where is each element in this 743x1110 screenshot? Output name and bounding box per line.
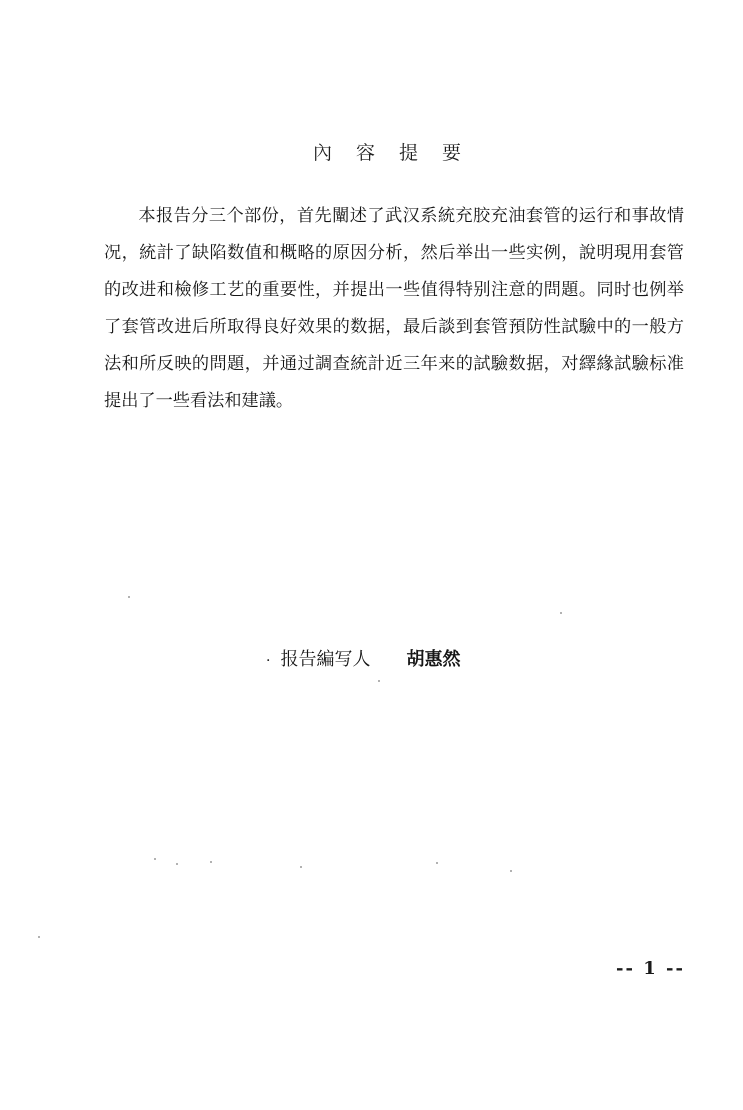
scan-speck <box>38 936 40 938</box>
scan-speck <box>560 612 562 614</box>
scan-speck <box>510 870 512 872</box>
scan-speck <box>436 862 438 864</box>
scan-speck <box>154 858 156 860</box>
scan-speck <box>210 861 212 863</box>
author-label: 报告編写人 <box>280 649 371 670</box>
page-number: -- 1 -- <box>616 958 685 979</box>
abstract-paragraph: 本报告分三个部份，首先闡述了武汉系統充胶充油套管的运行和事故情况，統計了缺陷数值和概略的原因分析，然后举出一些实例，說明現用套管的改进和檢修工艺的重要性，并提出一些值得特别注意的問題。同时也例举了套管改进后所取得良好效果的数据，最后談到套管預防性試驗中的一般方法和所反映的問題，并通过調查統計近三年来的試驗数据，对繹緣試驗标准提出了一些看法和建議。 <box>104 206 684 411</box>
author-name: 胡惠然 <box>406 649 461 670</box>
scan-speck <box>176 863 178 865</box>
scan-speck <box>378 680 380 682</box>
scan-speck <box>128 596 130 598</box>
author-bullet: · <box>266 653 271 669</box>
scan-speck <box>300 866 302 868</box>
document-title: 內 容 提 要 <box>312 142 471 164</box>
author-line <box>266 645 460 671</box>
